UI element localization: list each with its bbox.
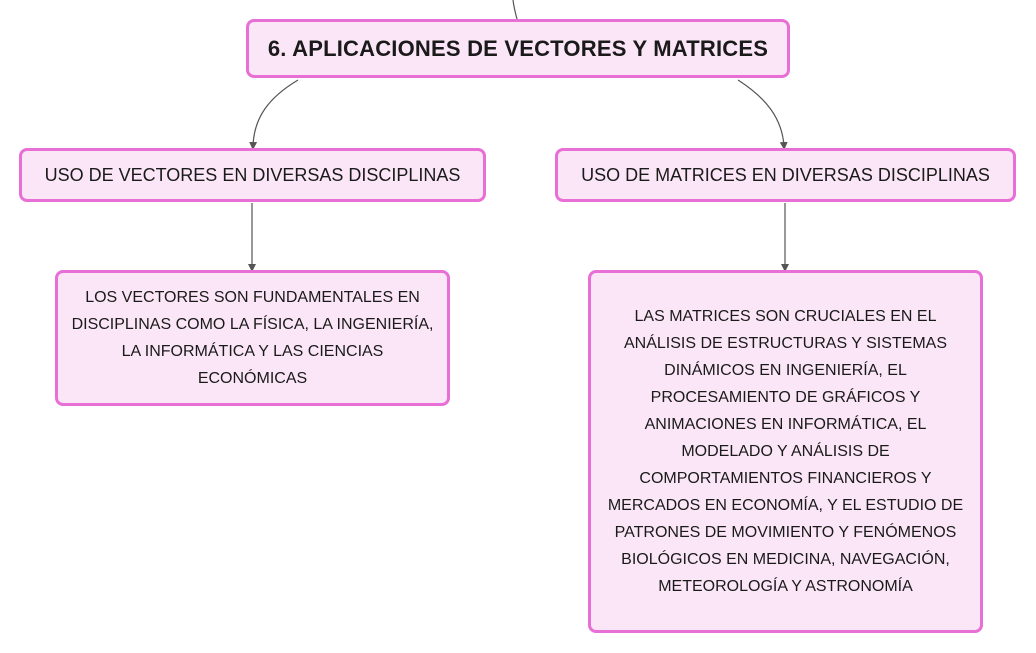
vectores-detail-node[interactable] [55,270,450,406]
matrices-detail-text: LAS MATRICES SON CRUCIALES EN EL ANÁLISIS DE ESTRUCTURAS Y SISTEMAS DINÁMICOS EN INGENIERÍA, EL PROCESAMIENTO DE GRÁFICOS Y ANIMACIONES EN INFORMÁTICA, EL MODELADO Y ANÁLISIS DE COMPORTAMIENTOS FINANCIEROS Y MERCADOS EN ECONOMÍA, Y EL ESTUDIO DE PATRONES DE MOVIMIENTO Y FENÓMENOS BIOLÓGICOS EN MEDICINA, NAVEGACIÓN, METEOROLOGÍA Y ASTRONOMÍA [607,308,964,595]
root-node[interactable] [246,19,790,78]
matrices-branch-label: USO DE MATRICES EN DIVERSAS DISCIPLINAS [581,164,990,185]
vectores-branch-label: USO DE VECTORES EN DIVERSAS DISCIPLINAS [44,164,461,185]
matrices-detail-node[interactable] [588,270,983,633]
connector-root-to-matrices [738,80,784,146]
root-node-label: 6. APLICACIONES DE VECTORES Y MATRICES [267,35,769,61]
matrices-branch-node[interactable] [555,148,1016,202]
vectores-detail-text: LOS VECTORES SON FUNDAMENTALES EN DISCIPLINAS COMO LA FÍSICA, LA INGENIERÍA, LA INFORMÁTICA Y LAS CIENCIAS ECONÓMICAS [71,289,434,387]
vectores-branch-node[interactable] [19,148,486,202]
connector-root-to-vectores [253,80,298,146]
connector-parent-to-root [513,0,517,19]
